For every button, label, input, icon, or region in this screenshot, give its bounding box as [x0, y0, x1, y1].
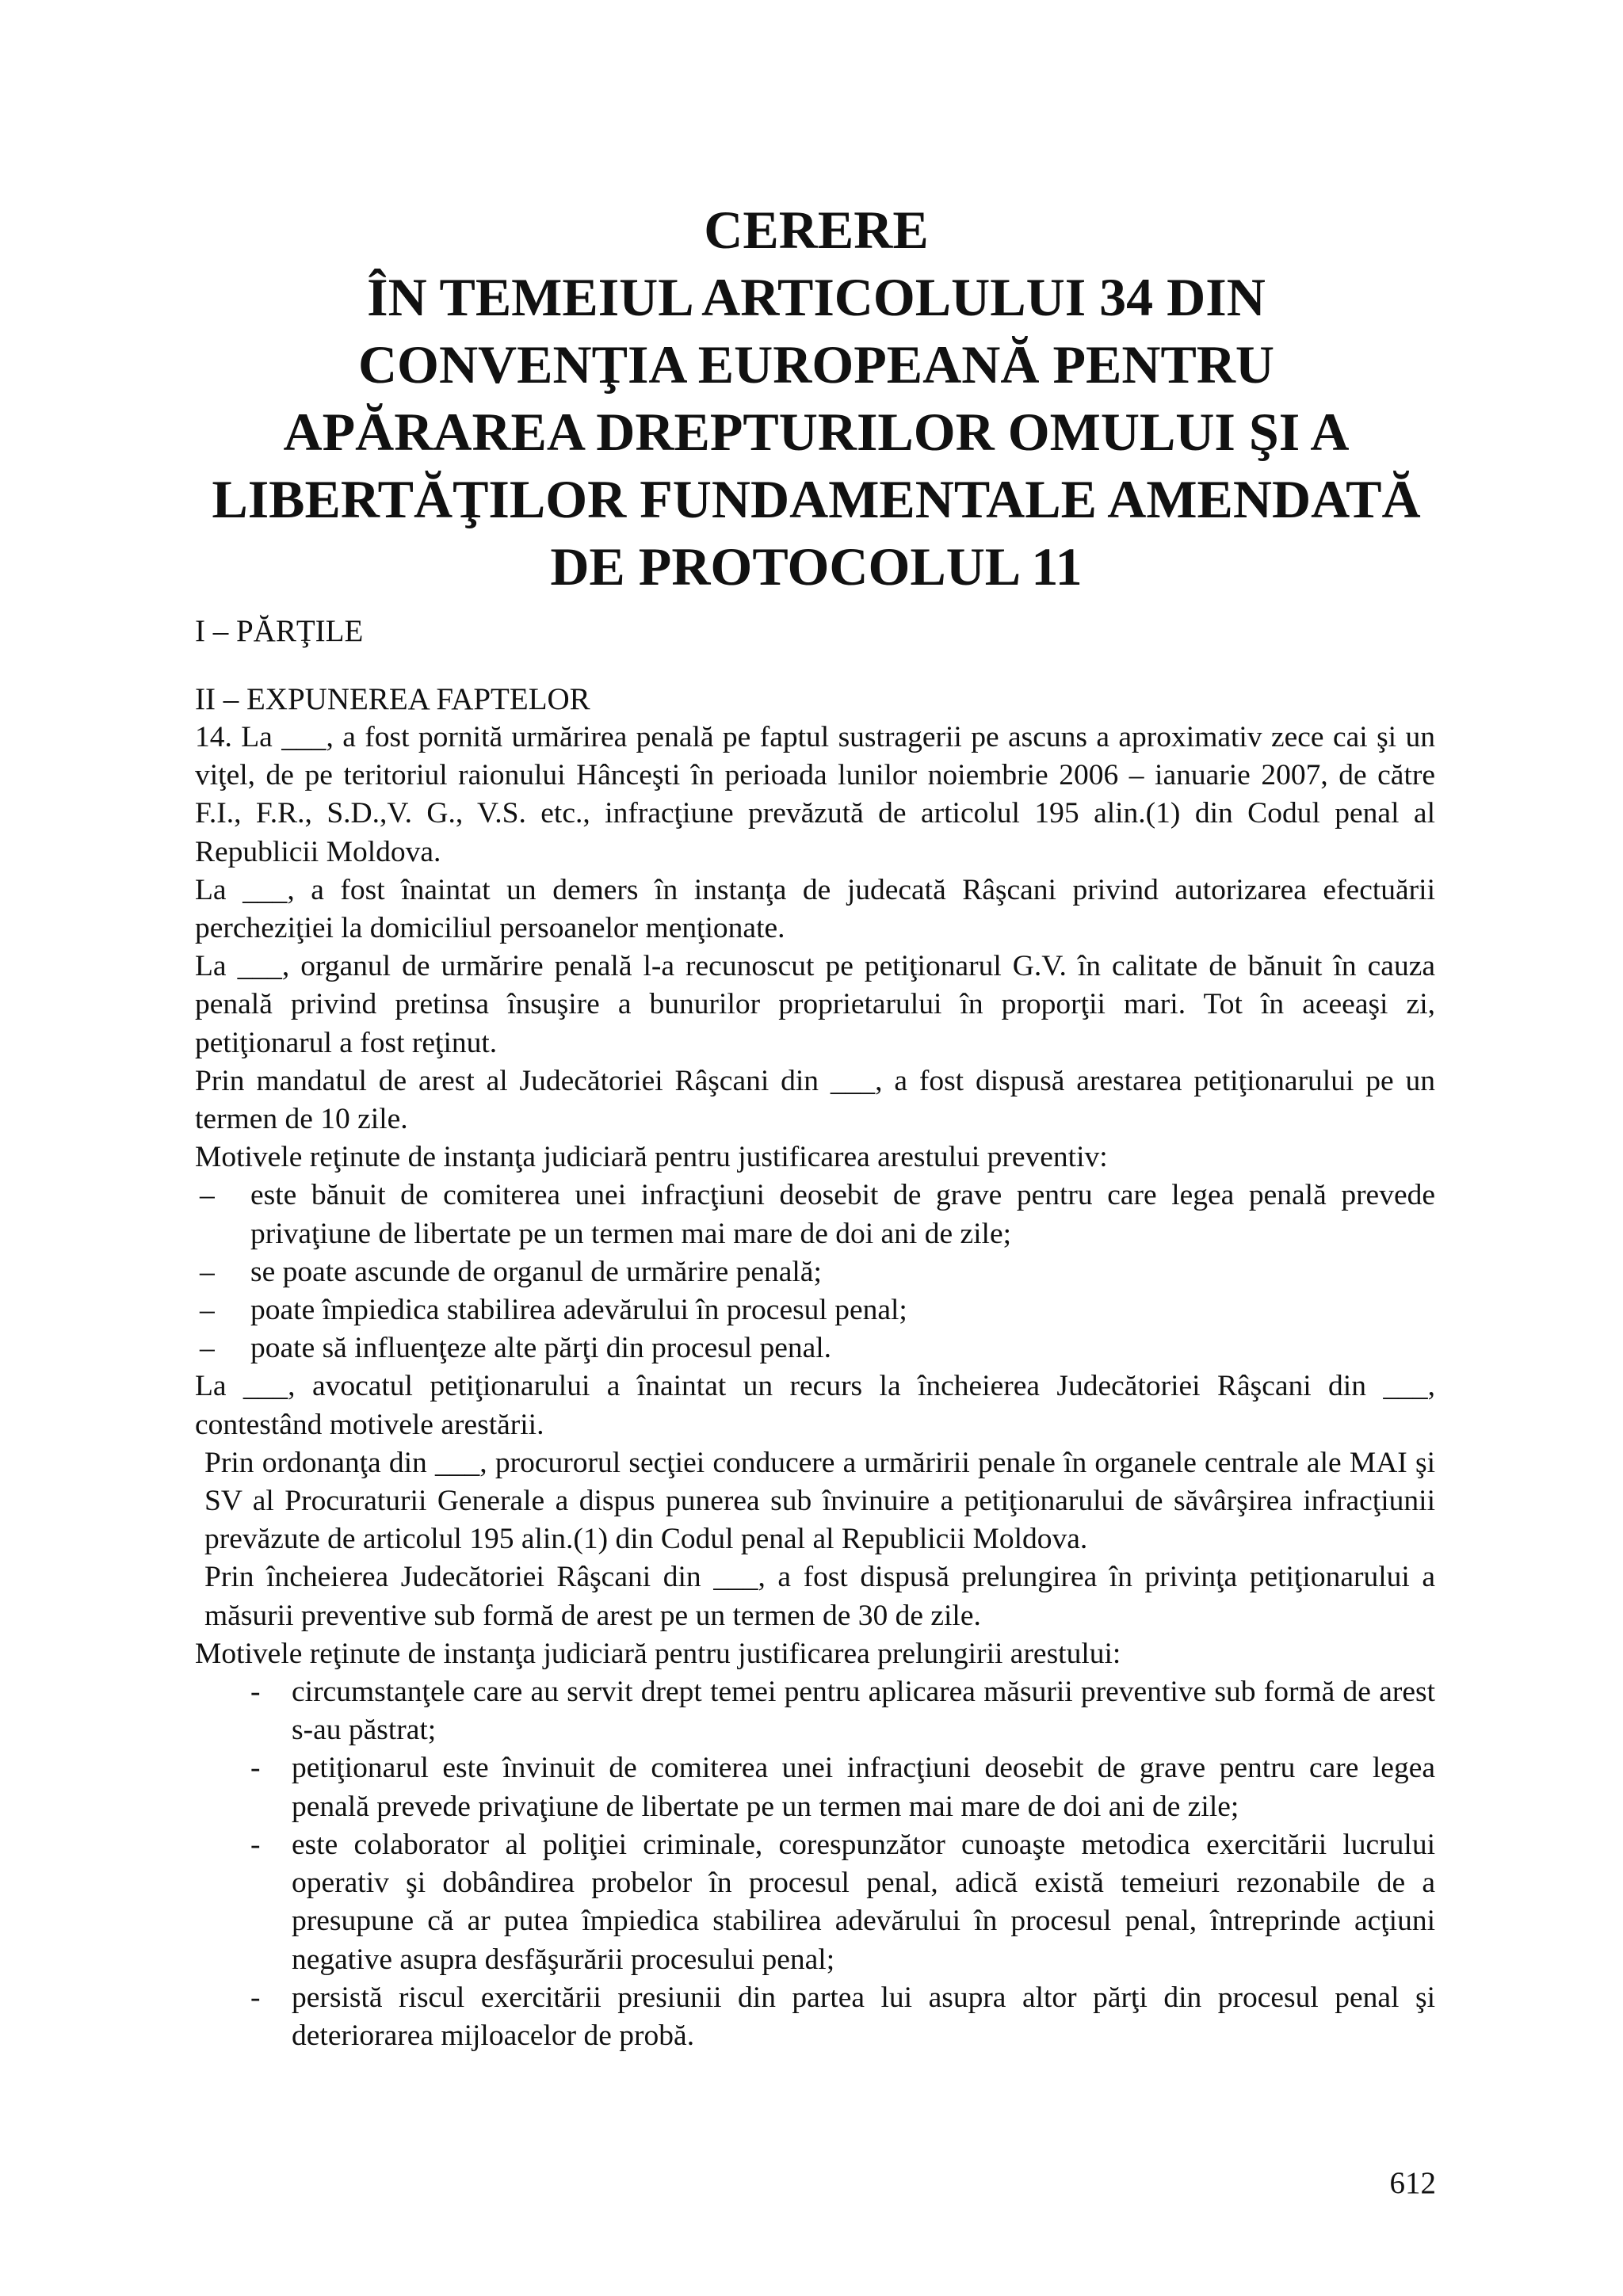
extension-reasons-list	[195, 1673, 1435, 2055]
list-item-text: este colaborator al poliţiei criminale, corespunzător cunoaşte metodica exercitării lucrului operativ şi dobândirea probelor în procesul penal, adică există temeiuri rezonabile de a presupune că ar putea împiedica stabilirea adevărului în procesul penal, întreprinde acţiuni negative asupra desfăşurării procesului penal;	[292, 1828, 1435, 1976]
paragraph-arrest-reasons: Motivele reţinute de instanţa judiciară pentru justificarea arestului preventiv:	[195, 1141, 1108, 1174]
hyphen-marker: -	[250, 1752, 261, 1785]
dash-marker: –	[200, 1179, 215, 1212]
section-heading-facts: II – EXPUNEREA FAPTELOR	[195, 682, 590, 716]
paragraph-arrest-mandate: Prin mandatul de arest al Judecătoriei Râşcani din ___, a fost dispusă arestarea petiţionarului pe un termen de 10 zile.	[195, 1064, 1435, 1136]
paragraph-14: 14. La ___, a fost pornită urmărirea penală pe faptul sustragerii pe ascuns a aproximativ zece cai şi un viţel, de pe teritoriul raionului Hânceşti în perioada lunilor noiembrie 2006 – ianuarie 2007, de către F.I., F.R., S.D.,V. G., V.S. etc., infracţiune prevăzută de articolul 195 alin.(1) din Codul penal al Republicii Moldova.	[195, 721, 1435, 868]
paragraph-order: Prin ordonanţa din ___, procurorul secţiei conducere a urmăririi penale în organele centrale ale MAI şi SV al Procuraturii Generale a dispus punerea sub învinuire a petiţionarului de săvârşirea infracţiunii prevăzute de articolul 195 alin.(1) din Codul penal al Republicii Moldova.	[204, 1446, 1435, 1556]
title-line: CONVENŢIA EUROPEANĂ PENTRU	[357, 334, 1275, 395]
paragraph-suspect: La ___, organul de urmărire penală l-a recunoscut pe petiţionarul G.V. în calitate de bănuit în cauza penală privind pretinsa însuşire a bunurilor proprietarului în proporţii mari. Tot în aceeaşi zi, petiţionarul a fost reţinut.	[195, 950, 1435, 1059]
arrest-reasons-list	[195, 1177, 1435, 1367]
list-item	[195, 1749, 1435, 1825]
list-item-text: poate împiedica stabilirea adevărului în procesul penal;	[250, 1294, 907, 1327]
page-number: 612	[1389, 2166, 1436, 2200]
document-body	[195, 719, 1435, 2055]
title-line: DE PROTOCOLUL 11	[550, 536, 1083, 597]
list-item-text: este bănuit de comiterea unei infracţiuni deosebit de grave pentru care legea penală prevede privaţiune de libertate pe un termen mai mare de doi ani de zile;	[250, 1179, 1435, 1250]
hyphen-marker: -	[250, 1676, 261, 1709]
list-item	[195, 1673, 1435, 1749]
list-item	[195, 1253, 1435, 1291]
list-item-text: poate să influenţeze alte părţi din procesul penal.	[250, 1332, 832, 1365]
list-item-text: circumstanţele care au servit drept temei pentru aplicarea măsurii preventive sub formă de arest s-au păstrat;	[292, 1676, 1435, 1747]
paragraph-search-request: La ___, a fost înaintat un demers în instanţa de judecată Râşcani privind autorizarea efectuării percheziţiei la domiciliul persoanelor menţionate.	[195, 873, 1435, 945]
dash-marker: –	[200, 1255, 215, 1288]
list-item-text: persistă riscul exercitării presiunii din partea lui asupra altor părţi din procesul penal şi deteriorarea mijloacelor de probă.	[292, 1981, 1435, 2052]
list-item-text: se poate ascunde de organul de urmărire penală;	[250, 1255, 822, 1288]
list-item	[195, 1826, 1435, 1979]
dash-marker: –	[200, 1294, 215, 1327]
hyphen-marker: -	[250, 1981, 261, 2014]
list-item	[195, 1329, 1435, 1367]
paragraph-extension-reasons: Motivele reţinute de instanţa judiciară pentru justificarea prelungirii arestului:	[195, 1637, 1121, 1670]
section-heading-parties: I – PĂRŢILE	[195, 614, 364, 648]
list-item	[195, 1291, 1435, 1329]
paragraph-extension: Prin încheierea Judecătoriei Râşcani din ___, a fost dispusă prelungirea în privinţa petiţionarului a măsurii preventive sub formă de arest pe un termen de 30 de zile.	[204, 1561, 1435, 1632]
list-item	[195, 1177, 1435, 1253]
document-title	[158, 196, 1474, 601]
paragraph-appeal: La ___, avocatul petiţionarului a înaintat un recurs la încheierea Judecătoriei Râşcani din ___, contestând motivele arestării.	[195, 1370, 1435, 1441]
title-line: ÎN TEMEIUL ARTICOLULUI 34 DIN	[367, 267, 1266, 327]
title-line: APĂRAREA DREPTURILOR OMULUI ŞI A	[283, 402, 1350, 462]
hyphen-marker: -	[250, 1828, 261, 1861]
dash-marker: –	[200, 1332, 215, 1365]
title-line: CERERE	[704, 200, 929, 260]
list-item-text: petiţionarul este învinuit de comiterea unei infracţiuni deosebit de grave pentru care legea penală prevede privaţiune de libertate pe un termen mai mare de doi ani de zile;	[292, 1752, 1435, 1823]
title-line: LIBERTĂŢILOR FUNDAMENTALE AMENDATĂ	[212, 469, 1421, 529]
list-item	[195, 1979, 1435, 2055]
